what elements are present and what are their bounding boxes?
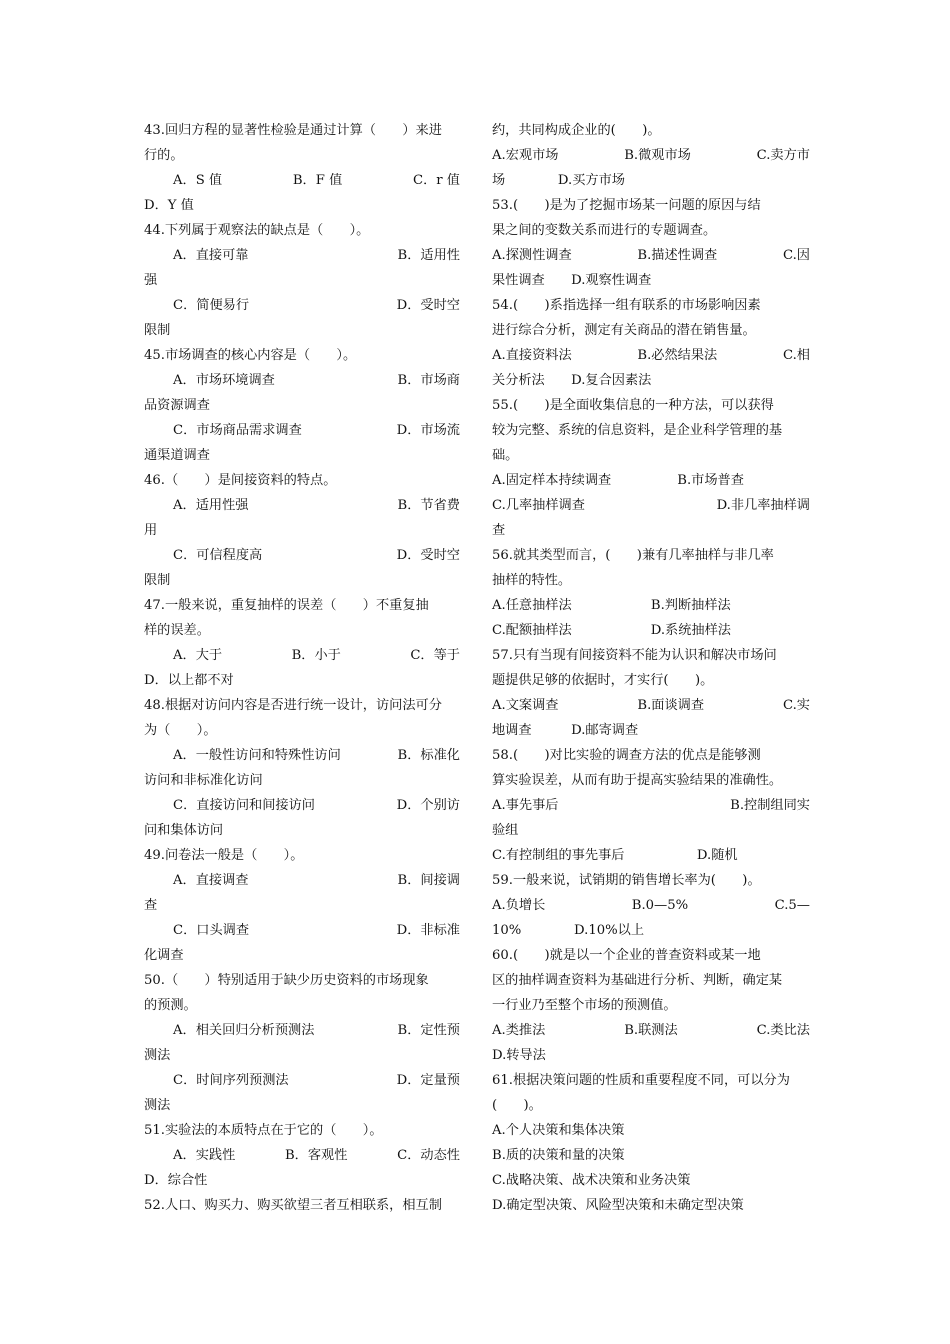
option-text: B.控制组同实 [730, 798, 810, 813]
right-line: 60.( )就是以一个企业的普查资料或某一地 [492, 948, 761, 963]
left-line: 用 [144, 523, 158, 538]
left-line [144, 868, 460, 893]
option-text: C．等于 [410, 648, 460, 663]
right-line: 果之间的变数关系而进行的专题调查。 [492, 223, 717, 238]
option-text: A．适用性强 [173, 498, 249, 513]
option-text: D．个别访 [396, 798, 460, 813]
option-text: C．可信程度高 [173, 548, 263, 563]
left-line: 的预测。 [144, 998, 197, 1013]
option-text: B．标准化 [397, 748, 460, 763]
right-line: 59.一般来说，试销期的销售增长率为( )。 [492, 873, 761, 888]
left-line: 45.市场调查的核心内容是（ ）。 [144, 348, 357, 363]
left-line [144, 1143, 460, 1168]
right-line: 一行业乃至整个市场的预测值。 [492, 998, 677, 1013]
left-line [144, 1018, 460, 1043]
right-line: ( )。 [492, 1098, 542, 1113]
right-line: 55.( )是全面收集信息的一种方法，可以获得 [492, 398, 774, 413]
left-line [144, 293, 460, 318]
option-text: C.实 [782, 698, 810, 713]
option-text: A.固定样本持续调查 [492, 473, 612, 488]
right-column [492, 118, 810, 1218]
right-line: 57.只有当现有间接资料不能为认识和解决市场问 [492, 648, 777, 663]
right-line: 抽样的特性。 [492, 573, 572, 588]
left-line: 行的。 [144, 148, 184, 163]
left-line: 50.（ ）特别适用于缺少历史资料的市场现象 [144, 973, 429, 988]
left-line [144, 368, 460, 393]
option-text: B.市场普查 [677, 473, 744, 488]
left-line: 49.问卷法一般是（ ）。 [144, 848, 304, 863]
option-text: B.必然结果法 [637, 348, 718, 363]
left-line: 通渠道调查 [144, 448, 210, 463]
option-text: A．实践性 [173, 1148, 236, 1163]
option-text: B.描述性调查 [637, 248, 718, 263]
option-text: A.宏观市场 [492, 148, 559, 163]
option-text: C.卖方市 [756, 148, 810, 163]
right-line [492, 343, 810, 368]
right-line [492, 793, 810, 818]
left-line: 访问和非标准化访问 [144, 773, 263, 788]
left-line [144, 643, 460, 668]
left-line: 强 [144, 273, 158, 288]
option-text: A.负增长 [492, 898, 546, 913]
option-text: C．时间序列预测法 [173, 1073, 289, 1088]
option-text: D．受时空 [396, 298, 460, 313]
option-text: A.直接资料法 [492, 348, 572, 363]
option-text: C.相 [782, 348, 810, 363]
option-text: D．市场流 [396, 423, 460, 438]
option-text: B．小于 [291, 648, 341, 663]
left-line [144, 418, 460, 443]
right-line: 区的抽样调查资料为基础进行分析、判断，确定某 [492, 973, 783, 988]
left-line [144, 743, 460, 768]
option-text: B.联测法 [624, 1023, 678, 1038]
right-line [492, 1018, 810, 1043]
option-text: A.探测性调查 [492, 248, 572, 263]
option-text: C．市场商品需求调查 [173, 423, 302, 438]
right-line [492, 693, 810, 718]
option-text: C.5— [774, 898, 810, 913]
option-text: B.微观市场 [624, 148, 691, 163]
option-text: B．节省费 [397, 498, 460, 513]
option-text: D．定量预 [396, 1073, 460, 1088]
option-text: C.因 [782, 248, 810, 263]
right-line: 关分析法 D.复合因素法 [492, 373, 652, 388]
option-text: C.几率抽样调查 [492, 498, 585, 513]
option-text: A．直接可靠 [173, 248, 249, 263]
right-line: 56.就其类型而言，( )兼有几率抽样与非几率 [492, 548, 774, 563]
right-line [492, 493, 810, 518]
right-line: 地调查 D.邮寄调查 [492, 723, 639, 738]
option-text: C．直接访问和间接访问 [173, 798, 315, 813]
left-line: 化调查 [144, 948, 184, 963]
left-line [144, 543, 460, 568]
option-text: D．非标准 [396, 923, 460, 938]
left-line: 47.一般来说，重复抽样的误差（ ）不重复抽 [144, 598, 429, 613]
left-line: 44.下列属于观察法的缺点是（ ）。 [144, 223, 370, 238]
option-text: A．S 值 [173, 173, 223, 188]
option-text: A．大于 [173, 648, 223, 663]
right-line: B.质的决策和量的决策 [492, 1148, 625, 1163]
right-line: 场 D.买方市场 [492, 173, 625, 188]
option-text: C.配额抽样法 [492, 623, 572, 638]
left-line [144, 168, 460, 193]
right-line: 进行综合分析，测定有关商品的潜在销售量。 [492, 323, 756, 338]
option-text: C．动态性 [397, 1148, 460, 1163]
right-line: 10% D.10%以上 [492, 923, 645, 938]
option-text: C.类比法 [756, 1023, 810, 1038]
right-line: C.战略决策、战术决策和业务决策 [492, 1173, 691, 1188]
option-text: C.有控制组的事先事后 [492, 848, 625, 863]
right-line [492, 618, 810, 643]
left-line: 限制 [144, 573, 171, 588]
left-line: 查 [144, 898, 158, 913]
right-line: 61.根据决策问题的性质和重要程度不同，可以分为 [492, 1073, 790, 1088]
option-text: C．口头调查 [173, 923, 250, 938]
option-text: B.面谈调查 [637, 698, 705, 713]
left-line: 48.根据对访问内容是否进行统一设计，访问法可分 [144, 698, 442, 713]
left-line: 问和集体访问 [144, 823, 224, 838]
right-line: 54.( )系指选择一组有联系的市场影响因素 [492, 298, 761, 313]
left-line: 43.回归方程的显著性检验是通过计算（ ）来进 [144, 123, 442, 138]
option-text: A．市场环境调查 [173, 373, 275, 388]
option-text: B．适用性 [397, 248, 460, 263]
option-text: A．一般性访问和特殊性访问 [173, 748, 341, 763]
left-line: D．以上都不对 [144, 673, 234, 688]
option-text: B.0—5% [631, 898, 689, 913]
right-line [492, 468, 810, 493]
left-line: 样的误差。 [144, 623, 210, 638]
right-line [492, 893, 810, 918]
left-column [144, 118, 460, 1218]
right-line: 较为完整、系统的信息资料，是企业科学管理的基 [492, 423, 783, 438]
right-line: 题提供足够的依据时，才实行( )。 [492, 673, 714, 688]
option-text: B．间接调 [397, 873, 460, 888]
option-text: A.事先事后 [492, 798, 559, 813]
option-text: A.类推法 [492, 1023, 546, 1038]
option-text: B.判断抽样法 [650, 598, 731, 613]
right-line [492, 143, 810, 168]
option-text: B．F 值 [292, 173, 343, 188]
option-text: B．客观性 [284, 1148, 348, 1163]
right-line: 58.( )对比实验的调查方法的优点是能够测 [492, 748, 761, 763]
option-text: C．r 值 [413, 173, 460, 188]
left-line: 52.人口、购买力、购买欲望三者互相联系，相互制 [144, 1198, 442, 1213]
option-text: C．简便易行 [173, 298, 250, 313]
option-text: B．市场商 [397, 373, 460, 388]
right-line: D.转导法 [492, 1048, 546, 1063]
left-line [144, 918, 460, 943]
left-line: 测法 [144, 1098, 171, 1113]
left-line [144, 243, 460, 268]
right-line: 53.( )是为了挖掘市场某一问题的原因与结 [492, 198, 761, 213]
left-line: D．综合性 [144, 1173, 208, 1188]
option-text: D.随机 [696, 848, 738, 863]
left-line: 51.实验法的本质特点在于它的（ ）。 [144, 1123, 383, 1138]
right-line [492, 843, 810, 868]
option-text: A.文案调查 [492, 698, 559, 713]
left-line: D．Y 值 [144, 198, 194, 213]
option-text: A.任意抽样法 [492, 598, 572, 613]
right-line [492, 593, 810, 618]
left-line: 为（ ）。 [144, 723, 217, 738]
right-line: 础。 [492, 448, 519, 463]
right-line: D.确定型决策、风险型决策和未确定型决策 [492, 1198, 744, 1213]
left-line: 限制 [144, 323, 171, 338]
left-line: 46.（ ）是间接资料的特点。 [144, 473, 337, 488]
option-text: D.非几率抽样调 [716, 498, 810, 513]
option-text: D．受时空 [396, 548, 460, 563]
option-text: A．直接调查 [173, 873, 249, 888]
left-line [144, 493, 460, 518]
right-line: 果性调查 D.观察性调查 [492, 273, 652, 288]
option-text: B．定性预 [397, 1023, 460, 1038]
right-line: 算实验误差，从而有助于提高实验结果的准确性。 [492, 773, 783, 788]
right-line: 验组 [492, 823, 519, 838]
left-line: 测法 [144, 1048, 171, 1063]
option-text: A．相关回归分析预测法 [173, 1023, 315, 1038]
left-line [144, 1068, 460, 1093]
right-line: 约，共同构成企业的( )。 [492, 123, 661, 138]
right-line [492, 243, 810, 268]
left-line: 品资源调查 [144, 398, 210, 413]
left-line [144, 793, 460, 818]
option-text: D.系统抽样法 [650, 623, 731, 638]
right-line: A.个人决策和集体决策 [492, 1123, 625, 1138]
right-line: 查 [492, 523, 506, 538]
